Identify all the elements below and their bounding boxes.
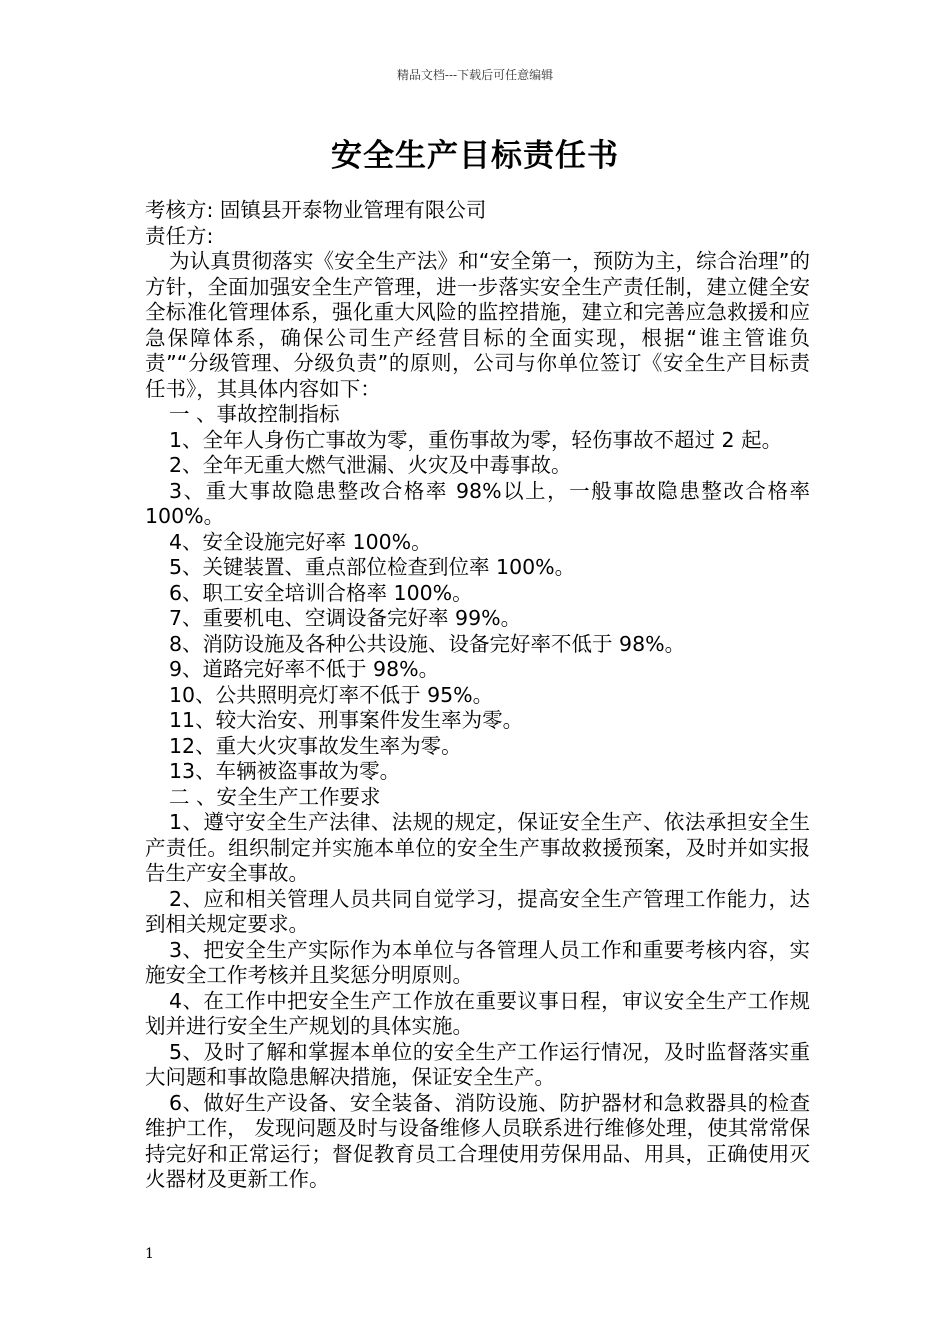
accident-indicator-item: 3、重大事故隐患整改合格率 98%以上，一般事故隐患整改合格率 100%。 (145, 478, 810, 528)
accident-indicator-item: 10、公共照明亮灯率不低于 95%。 (169, 682, 494, 707)
accident-indicator-item: 5、关键装置、重点部位检查到位率 100%。 (169, 555, 576, 579)
work-requirement-item: 5、及时了解和掌握本单位的安全生产工作运行情况，及时监督落实重大问题和事故隐患解决措施，保证安全生产。 (145, 1039, 810, 1089)
header-note: 精品文档---下载后可任意编辑 (396, 68, 554, 82)
section-heading-work-requirements: 二 、安全生产工作要求 (169, 784, 381, 809)
accident-indicator-item: 2、全年无重大燃气泄漏、火灾及中毒事故。 (169, 453, 572, 477)
accident-indicator-item: 1、全年人身伤亡事故为零，重伤事故为零，轻伤事故不超过 2 起。 (169, 427, 783, 452)
accident-indicator-item: 7、重要机电、空调设备完好率 99%。 (169, 606, 522, 630)
document-body (145, 198, 810, 1193)
work-requirement-item: 1、遵守安全生产法律、法规的规定，保证安全生产、依法承担安全生产责任。组织制定并实施本单位的安全生产事故救援预案，及时并如实报告生产安全事故。 (145, 810, 810, 885)
accident-indicator-item: 9、道路完好率不低于 98%。 (169, 657, 440, 681)
work-requirement-item: 2、应和相关管理人员共同自觉学习，提高安全生产管理工作能力，达到相关规定要求。 (145, 886, 810, 936)
accident-indicator-item: 4、安全设施完好率 100%。 (169, 529, 432, 554)
page-number: 1 (145, 1246, 154, 1262)
work-requirement-item: 4、在工作中把安全生产工作放在重要议事日程，审议安全生产工作规划并进行安全生产规划的具体实施。 (145, 988, 810, 1038)
intro-paragraph: 为认真贯彻落实《安全生产法》和“安全第一，预防为主，综合治理”的方针，全面加强安全生产管理，进一步落实安全生产责任制，建立健全安全标准化管理体系，强化重大风险的监控措施，建立和完善应急救援和应急保障体系，确保公司生产经营目标的全面实现，根据“谁主管谁负责”“分级管理、分级负责”的原则，公司与你单位签订《安全生产目标责任书》，其具体内容如下： (145, 249, 810, 401)
responsible-line: 责任方: (145, 223, 214, 248)
accident-indicator-item: 13、车辆被盗事故为零。 (169, 759, 401, 783)
accident-indicator-item: 6、职工安全培训合格率 100%。 (169, 580, 473, 605)
accident-indicator-item: 11、较大治安、刑事案件发生率为零。 (169, 708, 524, 732)
work-requirement-item: 3、把安全生产实际作为本单位与各管理人员工作和重要考核内容，实施安全工作考核并且奖惩分明原则。 (145, 937, 810, 987)
document-title: 安全生产目标责任书 (331, 138, 619, 174)
section-heading-accident-control: 一 、事故控制指标 (169, 402, 340, 426)
work-requirement-item: 6、做好生产设备、安全装备、消防设施、防护器材和急救器具的检查维护工作， 发现问题及时与设备维修人员联系进行维修处理，使其常常保持完好和正常运行；督促教育员工合理使用劳保用品、用具，正确使用灭火器材及更新工作。 (145, 1090, 810, 1191)
accident-indicator-item: 8、消防设施及各种公共设施、设备完好率不低于 98%。 (169, 631, 686, 656)
accident-indicator-item: 12、重大火灾事故发生率为零。 (169, 733, 462, 758)
assessor-line: 考核方: 固镇县开泰物业管理有限公司 (145, 198, 487, 222)
